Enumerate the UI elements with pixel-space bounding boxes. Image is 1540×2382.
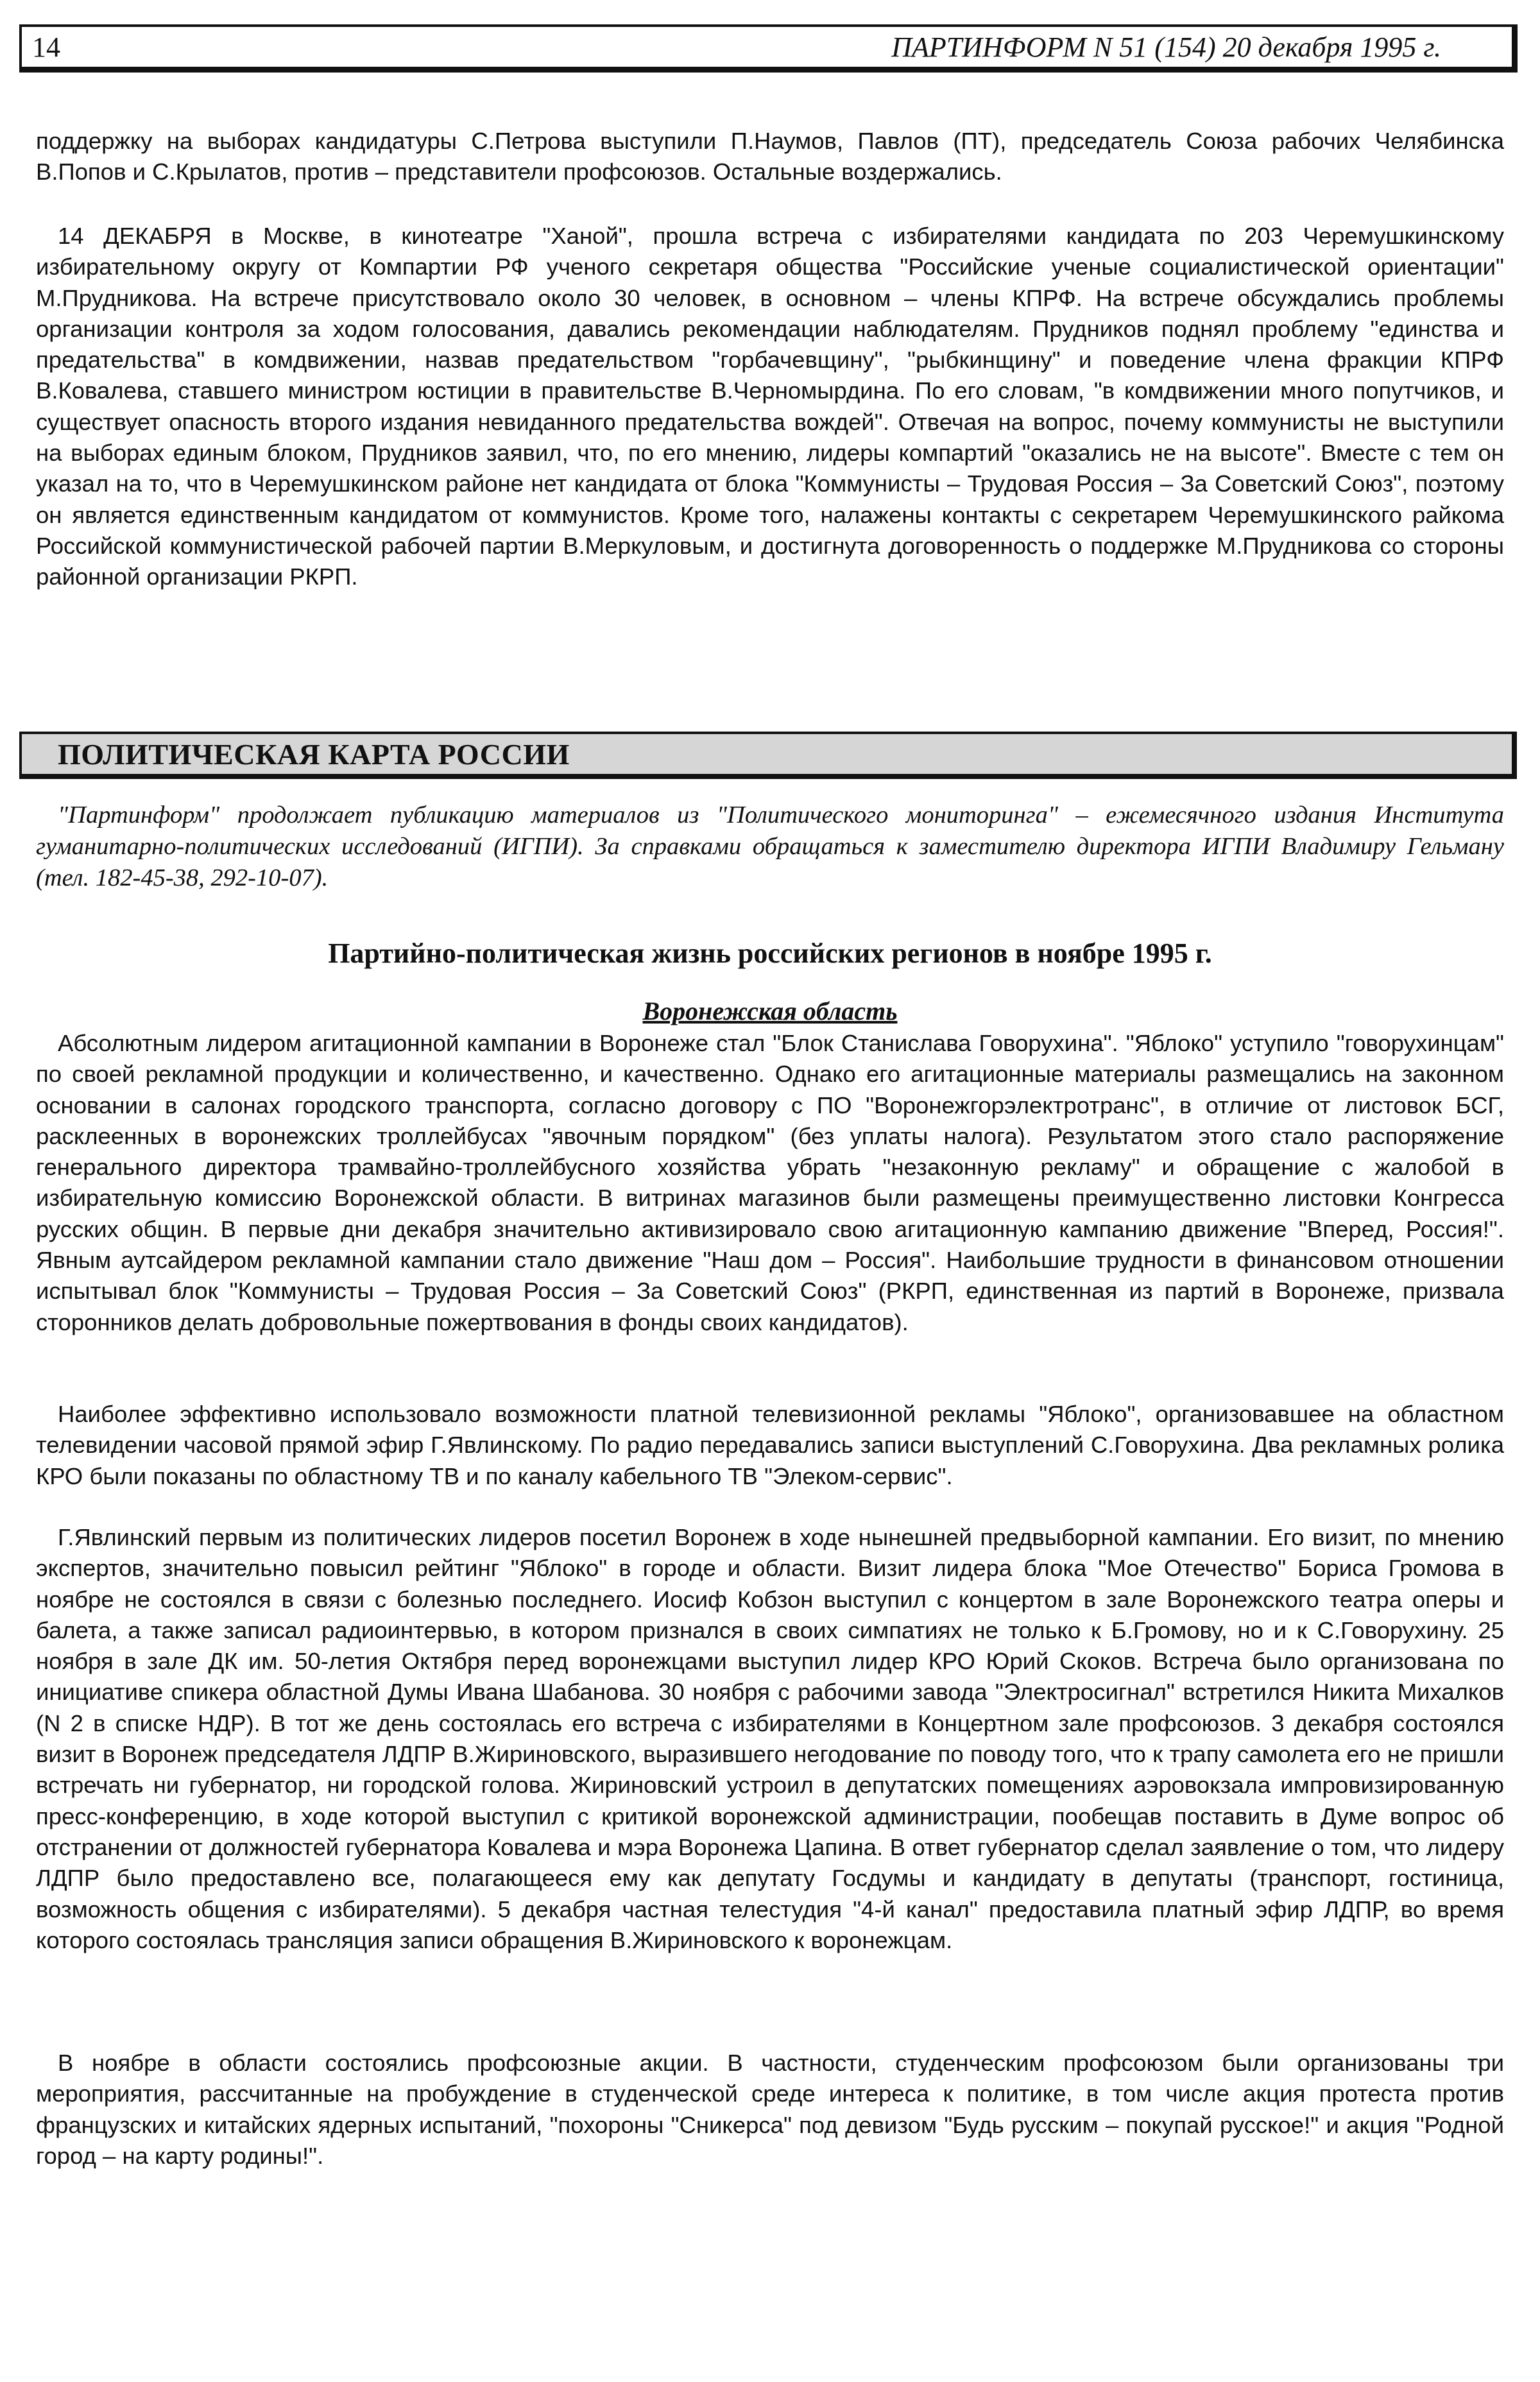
- section-title: ПОЛИТИЧЕСКАЯ КАРТА РОССИИ: [58, 737, 570, 771]
- paragraph-december-14: 14 ДЕКАБРЯ в Москве, в кинотеатре "Ханой", прошла встреча с избирателями кандидата по 203 Черемушкинскому избирательному округу от Компартии РФ ученого секретаря общества "Российские ученые социалистической ориентации" М.Прудникова. На встрече присутствовало около 30 человек, в основном – члены КПРФ. На встрече обсуждались проблемы организации контроля за ходом голосования, давались рекомендации наблюдателям. Прудников поднял проблему "единства и предательства" в комдвижении, назвав предательством "горбачевщину", "рыбкинщину" и поведение члена фракции КПРФ В.Ковалева, ставшего министром юстиции в правительстве В.Черномырдина. По его словам, "в комдвижении много попутчиков, и существует опасность второго издания невиданного предательства вождей". Отвечая на вопрос, почему коммунисты не выступили на выборах единым блоком, Прудников заявил, что, по его мнению, лидеры компартий "оказались не на высоте". Вместе с тем он указал на то, что в Черемушкинском районе нет кандидата от блока "Коммунисты – Трудовая Россия – За Советский Союз", поэтому он является единственным кандидатом от коммунистов. Кроме того, налажены контакты с секретарем Черемушкинского райкома Российской коммунистической рабочей партии В.Меркуловым, и достигнута договоренность о поддержке М.Прудникова со стороны районной организации РКРП.: [36, 223, 1504, 590]
- page-header: [19, 24, 1518, 73]
- page-number: 14: [32, 31, 60, 63]
- article-paragraph: Наиболее эффективно использовало возможности платной телевизионной рекламы "Яблоко", организовавшее на областном телевидении часовой прямой эфир Г.Явлинскому. По радио передавались записи выступлений С.Говорухина. Два рекламных ролика КРО были показаны по областному ТВ и по каналу кабельного ТВ "Элеком-сервис".: [36, 1401, 1504, 1489]
- section-header: [19, 732, 1517, 779]
- article-title: Партийно-политическая жизнь российских регионов в ноябре 1995 г.: [328, 938, 1212, 969]
- publication-title: ПАРТИНФОРМ N 51 (154) 20 декабря 1995 г.: [891, 31, 1441, 63]
- article-paragraph: Абсолютным лидером агитационной кампании в Воронеже стал "Блок Станислава Говорухина". "Яблоко" уступило "говорухинцам" по своей рекламной продукции и количественно, и качественно. Однако его агитационные материалы размещались на законном основании в салонах городского транспорта, согласно договору с ПО "Воронежгорэлектротранс", в отличие от листовок БСГ, расклеенных в воронежских троллейбусах "явочным порядком" (без уплаты налога). Результатом этого стало распоряжение генерального директора трамвайно-троллейбусного хозяйства убрать "незаконную рекламу" и обращение с жалобой в избирательную комиссию Воронежской области. В витринах магазинов были размещены преимущественно листовки Конгресса русских общин. В первые дни декабря значительно активизировало свою агитационную кампанию движение "Вперед, Россия!". Явным аутсайдером рекламной кампании стало движение "Наш дом – Россия". Наибольшие трудности в финансовом отношении испытывал блок "Коммунисты – Трудовая Россия – За Советский Союз" (РКРП, единственная из партий в Воронеже, призвала сторонников делать добровольные пожертвования в фонды своих кандидатов).: [36, 1030, 1504, 1335]
- paragraph-continuation: поддержку на выборах кандидатуры С.Петрова выступили П.Наумов, Павлов (ПТ), председатель Союза рабочих Челябинска В.Попов и С.Крылатов, против – представители профсоюзов. Остальные воздержались.: [36, 128, 1504, 185]
- article-paragraph: В ноябре в области состоялись профсоюзные акции. В частности, студенческим профсоюзом были организованы три мероприятия, рассчитанные на пробуждение в студенческой среде интереса к политике, в том числе акция протеста против французских и китайских ядерных испытаний, "похороны "Сникерса" под девизом "Будь русским – покупай русское!" и акция "Родной город – на карту родины!".: [36, 2050, 1504, 2169]
- article-paragraph: Г.Явлинский первым из политических лидеров посетил Воронеж в ходе нынешней предвыборной кампании. Его визит, по мнению экспертов, значительно повысил рейтинг "Яблоко" в городе и области. Визит лидера блока "Мое Отечество" Бориса Громова в ноябре не состоялся в связи с болезнью последнего. Иосиф Кобзон выступил с концертом в зале Воронежского театра оперы и балета, а также записал радиоинтервью, в котором признался в своих симпатиях не только к Б.Громову, но и к С.Говорухину. 25 ноября в зале ДК им. 50-летия Октября перед воронежцами выступил лидер КРО Юрий Скоков. Встреча было организована по инициативе спикера областной Думы Ивана Шабанова. 30 ноября с рабочими завода "Электросигнал" встретился Никита Михалков (N 2 в списке НДР). В тот же день состоялась его встреча с избирателями в Концертном зале профсоюзов. 3 декабря состоялся визит в Воронеж председателя ЛДПР В.Жириновского, выразившего негодование по поводу того, что к трапу самолета его не пришли встречать ни губернатор, ни городской голова. Жириновский устроил в депутатских помещениях аэровокзала импровизированную пресс-конференцию, в ходе которой выступил с критикой воронежской администрации, пообещав поставить в Думе вопрос об отстранении от должностей губернатора Ковалева и мэра Воронежа Цапина. В ответ губернатор сделал заявление о том, что лидеру ЛДПР было предоставлено все, полагающееся ему как депутату Госдумы и кандидату в депутаты (транспорт, гостиница, возможность общения с избирателями). 5 декабря частная телестудия "4-й канал" предоставила платный эфир ЛДПР, во время которого состоялась трансляция записи обращения В.Жириновского к воронежцам.: [36, 1524, 1504, 1953]
- region-title: Воронежская область: [642, 997, 898, 1025]
- section-intro: "Партинформ" продолжает публикацию материалов из "Политического мониторинга" – ежемесячного издания Института гуманитарно-политических исследований (ИГПИ). За справками обращаться к заместителю директора ИГПИ Владимиру Гельману (тел. 182-45-38, 292-10-07).: [36, 801, 1504, 891]
